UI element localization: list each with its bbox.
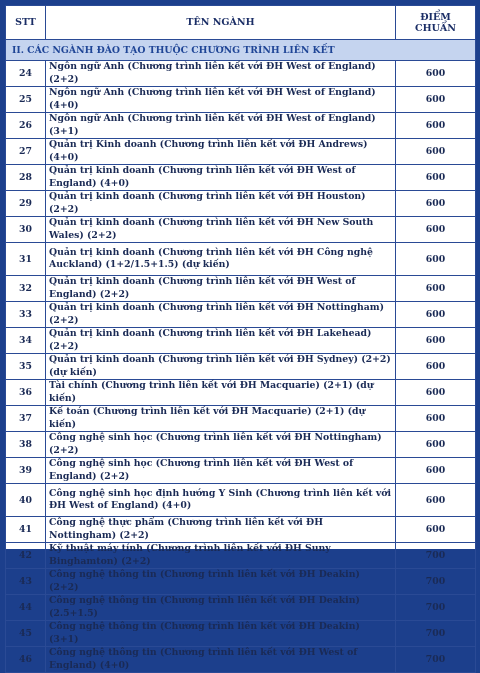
- row-name: Ngôn ngữ Anh (Chương trình liên kết với ĐH West of England) (4+0): [46, 87, 396, 113]
- score-table-sheet: [5, 5, 475, 671]
- row-name: Quản trị kinh doanh (Chương trình liên kết với ĐH West of England) (2+2): [46, 276, 396, 302]
- row-name: Quản trị Kinh doanh (Chương trình liên kết với ĐH Andrews) (4+0): [46, 139, 396, 165]
- table-row: [6, 543, 476, 569]
- row-name: Công nghệ sinh học (Chương trình liên kết với ĐH Nottingham) (2+2): [46, 432, 396, 458]
- row-name: Công nghệ thông tin (Chương trình liên kết với ĐH Deakin) (2.5+1.5): [46, 595, 396, 621]
- row-stt: 43: [6, 569, 46, 595]
- row-score: 600: [396, 380, 476, 406]
- table-row: [6, 302, 476, 328]
- row-stt: 46: [6, 647, 46, 673]
- header-name: TÊN NGÀNH: [46, 6, 396, 40]
- row-score: 600: [396, 354, 476, 380]
- row-name: Công nghệ thực phẩm (Chương trình liên kết với ĐH Nottingham) (2+2): [46, 517, 396, 543]
- row-score: 600: [396, 458, 476, 484]
- table-row: [6, 569, 476, 595]
- row-name: Quản trị kinh doanh (Chương trình liên kết với ĐH Công nghệ Auckland) (1+2/1.5+1.5) (dự kiến): [46, 243, 396, 276]
- row-score: 700: [396, 621, 476, 647]
- row-stt: 32: [6, 276, 46, 302]
- table-row: [6, 139, 476, 165]
- row-score: 700: [396, 647, 476, 673]
- table-row: [6, 217, 476, 243]
- row-score: 600: [396, 191, 476, 217]
- table-row: [6, 647, 476, 673]
- row-stt: 39: [6, 458, 46, 484]
- row-stt: 34: [6, 328, 46, 354]
- row-name: Quản trị kinh doanh (Chương trình liên kết với ĐH Lakehead) (2+2): [46, 328, 396, 354]
- row-stt: 31: [6, 243, 46, 276]
- table-row: [6, 165, 476, 191]
- row-name: Quản trị kinh doanh (Chương trình liên kết với ĐH New South Wales) (2+2): [46, 217, 396, 243]
- row-score: 600: [396, 302, 476, 328]
- table-row: [6, 276, 476, 302]
- row-score: 600: [396, 217, 476, 243]
- row-score: 600: [396, 406, 476, 432]
- table-row: [6, 61, 476, 87]
- row-name: Công nghệ thông tin (Chương trình liên kết với ĐH Deakin) (3+1): [46, 621, 396, 647]
- row-stt: 26: [6, 113, 46, 139]
- row-score: 600: [396, 276, 476, 302]
- row-stt: 30: [6, 217, 46, 243]
- row-name: Ngôn ngữ Anh (Chương trình liên kết với ĐH West of England) (2+2): [46, 61, 396, 87]
- table-row: [6, 191, 476, 217]
- row-name: Công nghệ thông tin (Chương trình liên kết với ĐH Deakin) (2+2): [46, 569, 396, 595]
- row-score: 600: [396, 432, 476, 458]
- header-stt: STT: [6, 6, 46, 40]
- row-score: 600: [396, 165, 476, 191]
- row-stt: 40: [6, 484, 46, 517]
- table-row: [6, 243, 476, 276]
- table-row: [6, 113, 476, 139]
- row-score: 600: [396, 328, 476, 354]
- row-name: Kỹ thuật máy tính (Chương trình liên kết với ĐH Suny Binghamton) (2+2): [46, 543, 396, 569]
- row-name: Công nghệ sinh học định hướng Y Sinh (Chương trình liên kết với ĐH West of England) (4+0): [46, 484, 396, 517]
- row-stt: 41: [6, 517, 46, 543]
- row-name: Ngôn ngữ Anh (Chương trình liên kết với ĐH West of England) (3+1): [46, 113, 396, 139]
- row-score: 600: [396, 139, 476, 165]
- table-row: [6, 354, 476, 380]
- row-stt: 25: [6, 87, 46, 113]
- table-row: [6, 484, 476, 517]
- row-score: 600: [396, 484, 476, 517]
- row-stt: 45: [6, 621, 46, 647]
- row-stt: 28: [6, 165, 46, 191]
- row-name: Quản trị kinh doanh (Chương trình liên kết với ĐH Houston) (2+2): [46, 191, 396, 217]
- header-score: ĐIỂM CHUẨN: [396, 6, 476, 40]
- row-stt: 27: [6, 139, 46, 165]
- row-score: 700: [396, 595, 476, 621]
- table-row: [6, 432, 476, 458]
- row-stt: 42: [6, 543, 46, 569]
- row-score: 600: [396, 61, 476, 87]
- row-name: Quản trị kinh doanh (Chương trình liên kết với ĐH Sydney) (2+2) (dự kiến): [46, 354, 396, 380]
- row-stt: 36: [6, 380, 46, 406]
- row-stt: 33: [6, 302, 46, 328]
- admission-score-table: [5, 5, 476, 673]
- row-name: Công nghệ thông tin (Chương trình liên kết với ĐH West of England) (4+0): [46, 647, 396, 673]
- row-stt: 37: [6, 406, 46, 432]
- row-score: 600: [396, 243, 476, 276]
- row-score: 600: [396, 113, 476, 139]
- row-score: 600: [396, 517, 476, 543]
- table-row: [6, 87, 476, 113]
- section-row: [6, 40, 476, 61]
- row-score: 600: [396, 87, 476, 113]
- row-stt: 38: [6, 432, 46, 458]
- table-row: [6, 328, 476, 354]
- table-row: [6, 406, 476, 432]
- table-body: [6, 40, 476, 673]
- row-name: Công nghệ sinh học (Chương trình liên kết với ĐH West of England) (2+2): [46, 458, 396, 484]
- row-name: Quản trị kinh doanh (Chương trình liên kết với ĐH Nottingham) (2+2): [46, 302, 396, 328]
- row-stt: 29: [6, 191, 46, 217]
- table-row: [6, 380, 476, 406]
- row-stt: 35: [6, 354, 46, 380]
- row-name: Tài chính (Chương trình liên kết với ĐH Macquarie) (2+1) (dự kiến): [46, 380, 396, 406]
- row-stt: 24: [6, 61, 46, 87]
- table-row: [6, 517, 476, 543]
- section-title: II. CÁC NGÀNH ĐÀO TẠO THUỘC CHƯƠNG TRÌNH LIÊN KẾT: [6, 40, 476, 61]
- table-row: [6, 621, 476, 647]
- table-header-row: [6, 6, 476, 40]
- row-name: Quản trị kinh doanh (Chương trình liên kết với ĐH West of England) (4+0): [46, 165, 396, 191]
- row-name: Kế toán (Chương trình liên kết với ĐH Macquarie) (2+1) (dự kiến): [46, 406, 396, 432]
- row-score: 700: [396, 569, 476, 595]
- row-score: 700: [396, 543, 476, 569]
- row-stt: 44: [6, 595, 46, 621]
- table-row: [6, 458, 476, 484]
- table-row: [6, 595, 476, 621]
